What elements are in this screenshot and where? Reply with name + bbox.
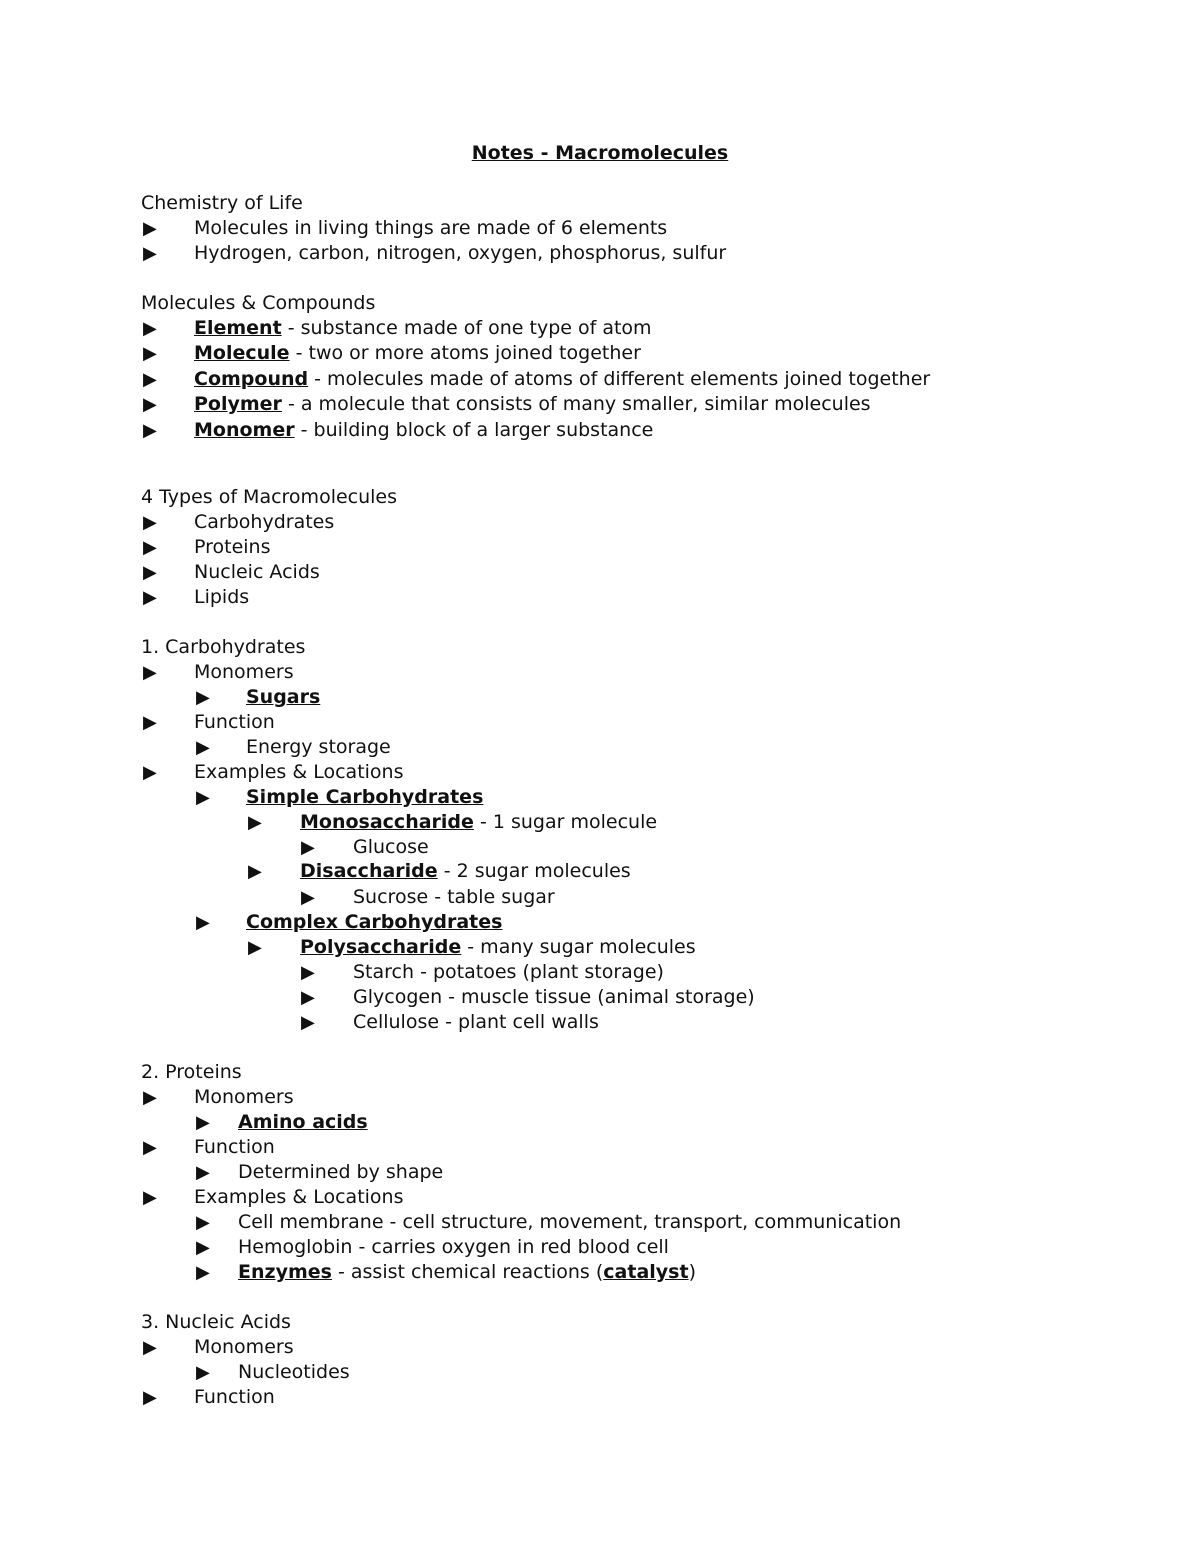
definition: - 1 sugar molecule (473, 811, 658, 833)
bullet-arrow-icon: ▶ (143, 369, 157, 390)
definition: - molecules made of atoms of different elements joined together (308, 368, 931, 390)
bullet-arrow-icon: ▶ (301, 987, 315, 1008)
bullet-arrow-icon: ▶ (143, 712, 157, 733)
list-item-text: Proteins (194, 536, 271, 558)
term-catalyst: catalyst (603, 1261, 689, 1283)
list-item-text (300, 859, 631, 884)
section-heading-nucleic-acids: 3. Nucleic Acids (141, 1311, 291, 1333)
bullet-arrow-icon: ▶ (143, 1187, 157, 1208)
bullet-arrow-icon: ▶ (143, 343, 157, 364)
bullet-arrow-icon: ▶ (143, 1387, 157, 1408)
term-sugars: Sugars (246, 686, 321, 708)
list-item-text (194, 392, 871, 417)
list-item-text: Examples & Locations (194, 761, 404, 783)
term-compound: Compound (194, 368, 309, 390)
bullet-arrow-icon: ▶ (196, 912, 210, 933)
bullet-arrow-icon: ▶ (196, 1362, 210, 1383)
list-item-text: Nucleotides (238, 1361, 350, 1383)
bullet-arrow-icon: ▶ (143, 218, 157, 239)
term-monosaccharide: Monosaccharide (300, 811, 474, 833)
term-monomer: Monomer (194, 419, 295, 441)
bullet-arrow-icon: ▶ (143, 1087, 157, 1108)
term-complex-carbohydrates: Complex Carbohydrates (246, 911, 503, 933)
page-title: Notes - Macromolecules (471, 142, 729, 164)
term-molecule: Molecule (194, 342, 290, 364)
bullet-arrow-icon: ▶ (196, 737, 210, 758)
close-paren: ) (688, 1261, 696, 1283)
list-item-text: Lipids (194, 586, 250, 608)
bullet-arrow-icon: ▶ (196, 1262, 210, 1283)
term-disaccharide: Disaccharide (300, 860, 438, 882)
list-item-text: Determined by shape (238, 1161, 444, 1183)
list-item-text: Monomers (194, 661, 294, 683)
list-item-text (194, 316, 652, 341)
bullet-arrow-icon: ▶ (196, 1237, 210, 1258)
definition: - two or more atoms joined together (289, 342, 641, 364)
list-item-text (194, 341, 641, 366)
bullet-arrow-icon: ▶ (196, 1112, 210, 1133)
bullet-arrow-icon: ▶ (143, 562, 157, 583)
bullet-arrow-icon: ▶ (301, 887, 315, 908)
bullet-arrow-icon: ▶ (301, 962, 315, 983)
list-item-text: Examples & Locations (194, 1186, 404, 1208)
list-item-text (194, 367, 930, 392)
definition: - substance made of one type of atom (281, 317, 652, 339)
list-item-text (300, 935, 696, 960)
bullet-arrow-icon: ▶ (196, 1212, 210, 1233)
list-item-text: Molecules in living things are made of 6 elements (194, 217, 668, 239)
definition: - a molecule that consists of many smaller, similar molecules (281, 393, 871, 415)
bullet-arrow-icon: ▶ (143, 420, 157, 441)
bullet-arrow-icon: ▶ (196, 787, 210, 808)
list-item-text: Function (194, 1386, 275, 1408)
bullet-arrow-icon: ▶ (143, 587, 157, 608)
definition: - building block of a larger substance (294, 419, 654, 441)
list-item-text: Carbohydrates (194, 511, 335, 533)
bullet-arrow-icon: ▶ (143, 512, 157, 533)
list-item-text: Sucrose - table sugar (353, 886, 555, 908)
bullet-arrow-icon: ▶ (143, 662, 157, 683)
list-item-text: Energy storage (246, 736, 391, 758)
bullet-arrow-icon: ▶ (301, 1012, 315, 1033)
list-item-text: Cellulose - plant cell walls (353, 1011, 599, 1033)
list-item-text: Monomers (194, 1336, 294, 1358)
definition: - many sugar molecules (461, 936, 696, 958)
bullet-arrow-icon: ▶ (248, 861, 262, 882)
list-item-text: Hydrogen, carbon, nitrogen, oxygen, phosphorus, sulfur (194, 242, 727, 264)
bullet-arrow-icon: ▶ (143, 1337, 157, 1358)
list-item-text: Nucleic Acids (194, 561, 320, 583)
list-item-text: Cell membrane - cell structure, movement, transport, communication (238, 1211, 902, 1233)
bullet-arrow-icon: ▶ (143, 762, 157, 783)
section-heading-proteins: 2. Proteins (141, 1061, 242, 1083)
term-enzymes: Enzymes (238, 1261, 332, 1283)
bullet-arrow-icon: ▶ (143, 243, 157, 264)
bullet-arrow-icon: ▶ (248, 937, 262, 958)
bullet-arrow-icon: ▶ (196, 1162, 210, 1183)
section-heading-chemistry: Chemistry of Life (141, 192, 303, 214)
bullet-arrow-icon: ▶ (143, 394, 157, 415)
list-item-text (194, 418, 653, 443)
list-item-text (300, 810, 657, 835)
list-item-text: Function (194, 1136, 275, 1158)
section-heading-carbohydrates: 1. Carbohydrates (141, 636, 306, 658)
bullet-arrow-icon: ▶ (143, 1137, 157, 1158)
bullet-arrow-icon: ▶ (143, 537, 157, 558)
list-item-text: Hemoglobin - carries oxygen in red blood cell (238, 1236, 669, 1258)
list-item-text: Glycogen - muscle tissue (animal storage) (353, 986, 755, 1008)
bullet-arrow-icon: ▶ (196, 687, 210, 708)
bullet-arrow-icon: ▶ (248, 812, 262, 833)
list-item-text: Starch - potatoes (plant storage) (353, 961, 664, 983)
section-heading-molecules: Molecules & Compounds (141, 292, 376, 314)
list-item-text: Function (194, 711, 275, 733)
section-heading-types: 4 Types of Macromolecules (141, 486, 398, 508)
bullet-arrow-icon: ▶ (301, 837, 315, 858)
list-item-text: Glucose (353, 836, 429, 858)
term-element: Element (194, 317, 282, 339)
definition: - 2 sugar molecules (437, 860, 631, 882)
list-item-text (238, 1260, 696, 1285)
list-item-text: Monomers (194, 1086, 294, 1108)
term-amino-acids: Amino acids (238, 1111, 368, 1133)
bullet-arrow-icon: ▶ (143, 318, 157, 339)
term-polysaccharide: Polysaccharide (300, 936, 462, 958)
definition: - assist chemical reactions ( (331, 1261, 604, 1283)
term-polymer: Polymer (194, 393, 282, 415)
term-simple-carbohydrates: Simple Carbohydrates (246, 786, 484, 808)
